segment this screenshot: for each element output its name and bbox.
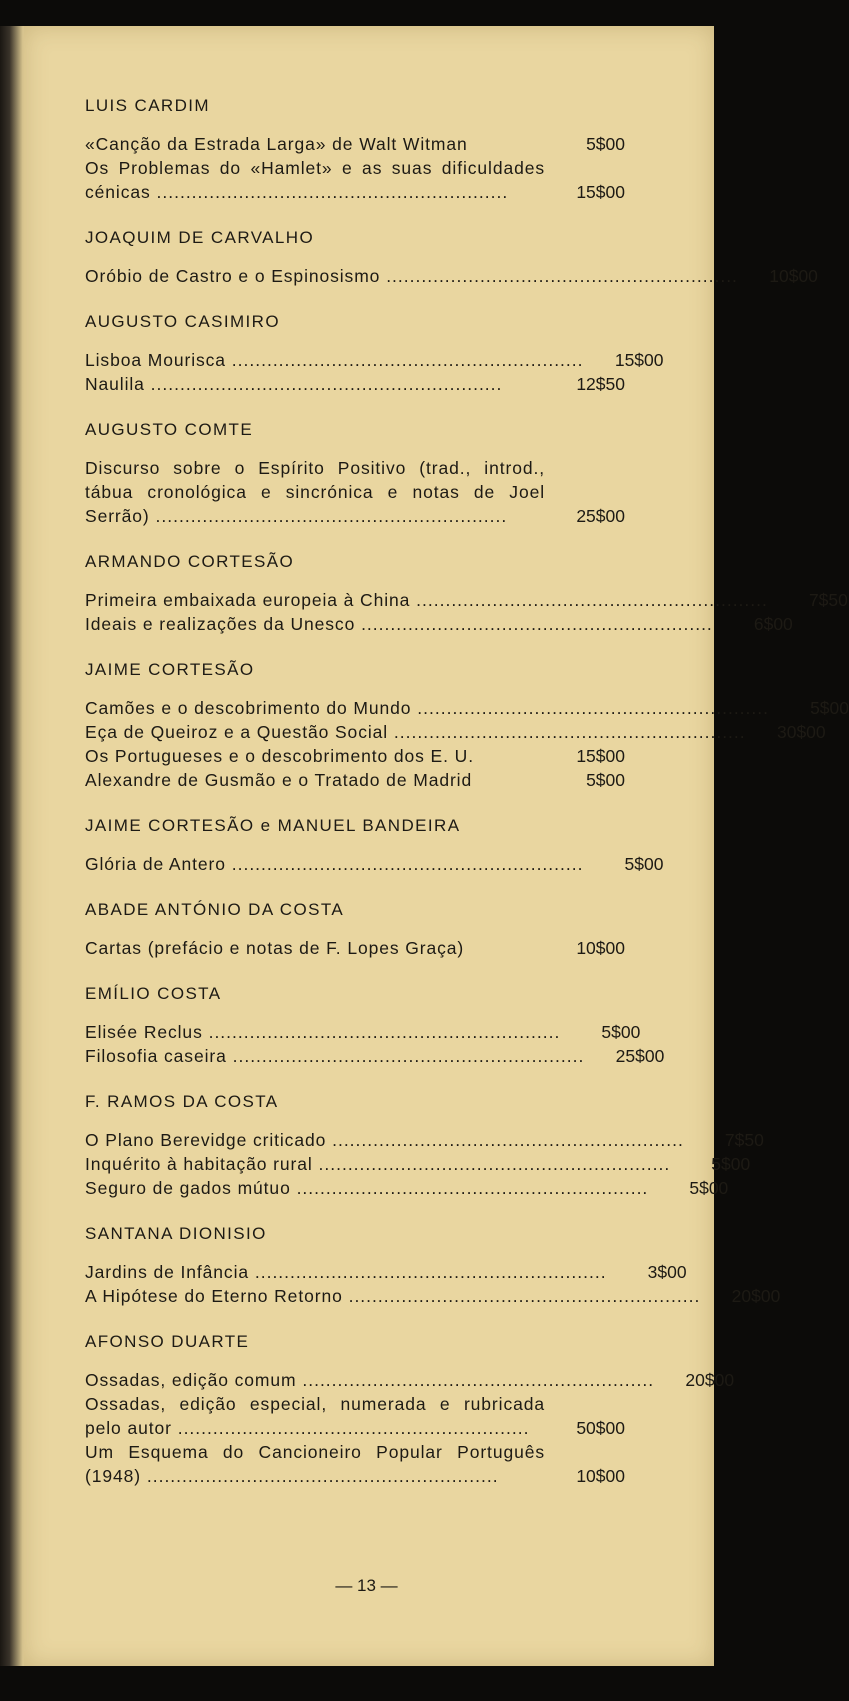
entry-price: 10$00 (576, 938, 625, 958)
catalog-entry (85, 1020, 641, 1044)
entry-price: 5$00 (624, 854, 664, 874)
entry-title-cell (85, 852, 583, 876)
leader-dots: ............................................................ (380, 266, 738, 286)
entry-title-cell (85, 1284, 700, 1308)
author-heading: AFONSO DUARTE (85, 1332, 250, 1351)
leader-dots: ............................................................ (411, 698, 769, 718)
catalog-entry (85, 768, 625, 792)
entry-title: Jardins de Infância (85, 1262, 249, 1282)
leader-dots: ............................................................ (249, 1262, 607, 1282)
catalog-entry (85, 612, 793, 636)
catalog-entry (85, 744, 625, 768)
entry-price: 10$00 (769, 266, 818, 286)
author-heading: ARMANDO CORTESÃO (85, 552, 295, 571)
entry-title-cell (85, 1392, 545, 1440)
catalog-entry (85, 1440, 625, 1488)
entry-price: 5$00 (586, 770, 625, 790)
entry-title: Filosofia caseira (85, 1046, 227, 1066)
page-edge (714, 0, 733, 1701)
author-heading: SANTANA DIONISIO (85, 1224, 267, 1243)
entry-price: 50$00 (576, 1418, 625, 1438)
entry-price: 3$00 (647, 1262, 687, 1282)
leader-dots: ............................................................ (342, 1286, 701, 1306)
catalog-entry (85, 348, 664, 372)
entry-title: Discurso sobre o Espírito Positivo (trad., introd., tábua cronológica e sincrónica e notas de Joel Serrão) (85, 458, 545, 526)
catalog-entry (85, 852, 664, 876)
leader-dots: ............................................................ (312, 1154, 671, 1174)
author-heading: F. RAMOS DA COSTA (85, 1092, 279, 1111)
entry-title-cell (85, 1020, 560, 1044)
entry-title-cell (85, 132, 545, 156)
leader-dots: ............................................................ (290, 1178, 649, 1198)
entry-title: Oróbio de Castro e o Espinosismo (85, 266, 381, 286)
leader-dots: ............................................................ (355, 614, 713, 634)
entry-title-cell (85, 456, 545, 528)
catalog-entry (85, 1260, 687, 1284)
author-heading: ABADE ANTÓNIO DA COSTA (85, 900, 345, 919)
entry-price: 5$00 (586, 134, 625, 154)
entry-title: Ossadas, edição comum (85, 1370, 297, 1390)
entry-title-cell (85, 1260, 607, 1284)
entry-title-cell (85, 372, 545, 396)
author-heading: EMÍLIO COSTA (85, 984, 222, 1003)
entry-title-cell (85, 768, 545, 792)
catalog-entry (85, 1044, 665, 1068)
entry-title: Ossadas, edição especial, numerada e rubricada pelo autor (85, 1394, 545, 1438)
leader-dots: ............................................................ (225, 350, 584, 370)
catalog-entry (85, 1368, 735, 1392)
entry-title: Lisboa Mourisca (85, 350, 226, 370)
author-heading: JAIME CORTESÃO (85, 660, 255, 679)
entry-price: 10$00 (576, 1466, 625, 1486)
leader-dots: ............................................................ (171, 1418, 530, 1438)
leader-dots: ............................................................ (410, 590, 768, 610)
entry-price: 15$00 (576, 746, 625, 766)
entry-price: 5$00 (601, 1022, 641, 1042)
entry-title-cell (85, 1440, 545, 1488)
entry-price: 15$00 (576, 182, 625, 202)
leader-dots: ............................................................ (226, 1046, 585, 1066)
book-spine (0, 26, 24, 1666)
leader-dots: ............................................................ (149, 506, 508, 526)
entry-title-cell (85, 720, 746, 744)
entry-title: Os Problemas do «Hamlet» e as suas dificuldades cénicas (85, 158, 545, 202)
page-number: — 13 — (335, 1576, 398, 1595)
entry-title-cell (85, 156, 545, 204)
catalog-entry (85, 720, 826, 744)
entry-title: A Hipótese do Eterno Retorno (85, 1286, 343, 1306)
entry-title-cell (85, 612, 713, 636)
entry-title-cell (85, 264, 738, 288)
author-heading: AUGUSTO COMTE (85, 420, 254, 439)
entry-title-cell (85, 1152, 670, 1176)
entry-title: Inquérito à habitação rural (85, 1154, 313, 1174)
leader-dots: ............................................................ (225, 854, 584, 874)
leader-dots: ............................................................ (388, 722, 746, 742)
entry-title: O Plano Berevidge criticado (85, 1130, 327, 1150)
entry-title: Primeira embaixada europeia à China (85, 590, 411, 610)
entry-title-cell (85, 744, 545, 768)
entry-price: 5$00 (689, 1178, 729, 1198)
catalog-entry (85, 1284, 781, 1308)
catalog-entry (85, 1176, 729, 1200)
entry-price: 15$00 (614, 350, 664, 370)
leader-dots: ............................................................ (296, 1370, 655, 1390)
catalog-entry (85, 132, 625, 156)
entry-title: Seguro de gados mútuo (85, 1178, 291, 1198)
entry-title: Cartas (prefácio e notas de F. Lopes Graça) (85, 938, 465, 958)
entry-title-cell (85, 1176, 648, 1200)
catalog-entry (85, 696, 849, 720)
catalog-entry (85, 372, 625, 396)
catalog-list (85, 96, 849, 1488)
entry-title: Eça de Queiroz e a Questão Social (85, 722, 389, 742)
entry-title: «Canção da Estrada Larga» de Walt Witman (85, 134, 468, 154)
catalog-entry (85, 456, 625, 528)
entry-price: 6$00 (753, 614, 793, 634)
entry-price: 20$00 (731, 1286, 781, 1306)
entry-title: Elisée Reclus (85, 1022, 203, 1042)
entry-price: 25$00 (615, 1046, 665, 1066)
entry-title: Naulila (85, 374, 145, 394)
entry-title-cell (85, 696, 769, 720)
entry-title-cell (85, 1368, 654, 1392)
entry-title-cell (85, 1128, 684, 1152)
leader-dots: ............................................................ (141, 1466, 499, 1486)
leader-dots: ............................................................ (150, 182, 509, 202)
catalog-entry (85, 936, 625, 960)
entry-title: Os Portugueses e o descobrimento dos E. U. (85, 746, 474, 766)
catalog-entry (85, 1128, 764, 1152)
entry-title: Alexandre de Gusmão e o Tratado de Madrid (85, 770, 473, 790)
author-heading: JOAQUIM DE CARVALHO (85, 228, 315, 247)
leader-dots: ............................................................ (144, 374, 503, 394)
catalog-entry (85, 1152, 751, 1176)
entry-title: Glória de Antero (85, 854, 226, 874)
catalog-entry (85, 264, 818, 288)
entry-price: 20$00 (685, 1370, 735, 1390)
entry-price: 12$50 (576, 374, 625, 394)
catalog-entry (85, 156, 625, 204)
entry-price: 30$00 (776, 722, 826, 742)
entry-title-cell (85, 1044, 584, 1068)
catalog-entry (85, 588, 848, 612)
author-heading: JAIME CORTESÃO e MANUEL BANDEIRA (85, 816, 461, 835)
entry-price: 7$50 (808, 590, 848, 610)
entry-price: 5$00 (711, 1154, 751, 1174)
entry-title: Ideais e realizações da Unesco (85, 614, 356, 634)
author-heading: LUIS CARDIM (85, 96, 210, 115)
entry-price: 7$50 (724, 1130, 764, 1150)
entry-title: Camões e o descobrimento do Mundo (85, 698, 412, 718)
entry-title-cell (85, 588, 768, 612)
entry-price: 25$00 (576, 506, 625, 526)
leader-dots: ............................................................ (326, 1130, 684, 1150)
leader-dots: ............................................................ (202, 1022, 561, 1042)
entry-title: Um Esquema do Cancioneiro Popular Português (1948) (85, 1442, 545, 1486)
author-heading: AUGUSTO CASIMIRO (85, 312, 280, 331)
entry-title-cell (85, 348, 584, 372)
entry-price: 5$00 (810, 698, 849, 718)
entry-title-cell (85, 936, 545, 960)
catalog-entry (85, 1392, 625, 1440)
